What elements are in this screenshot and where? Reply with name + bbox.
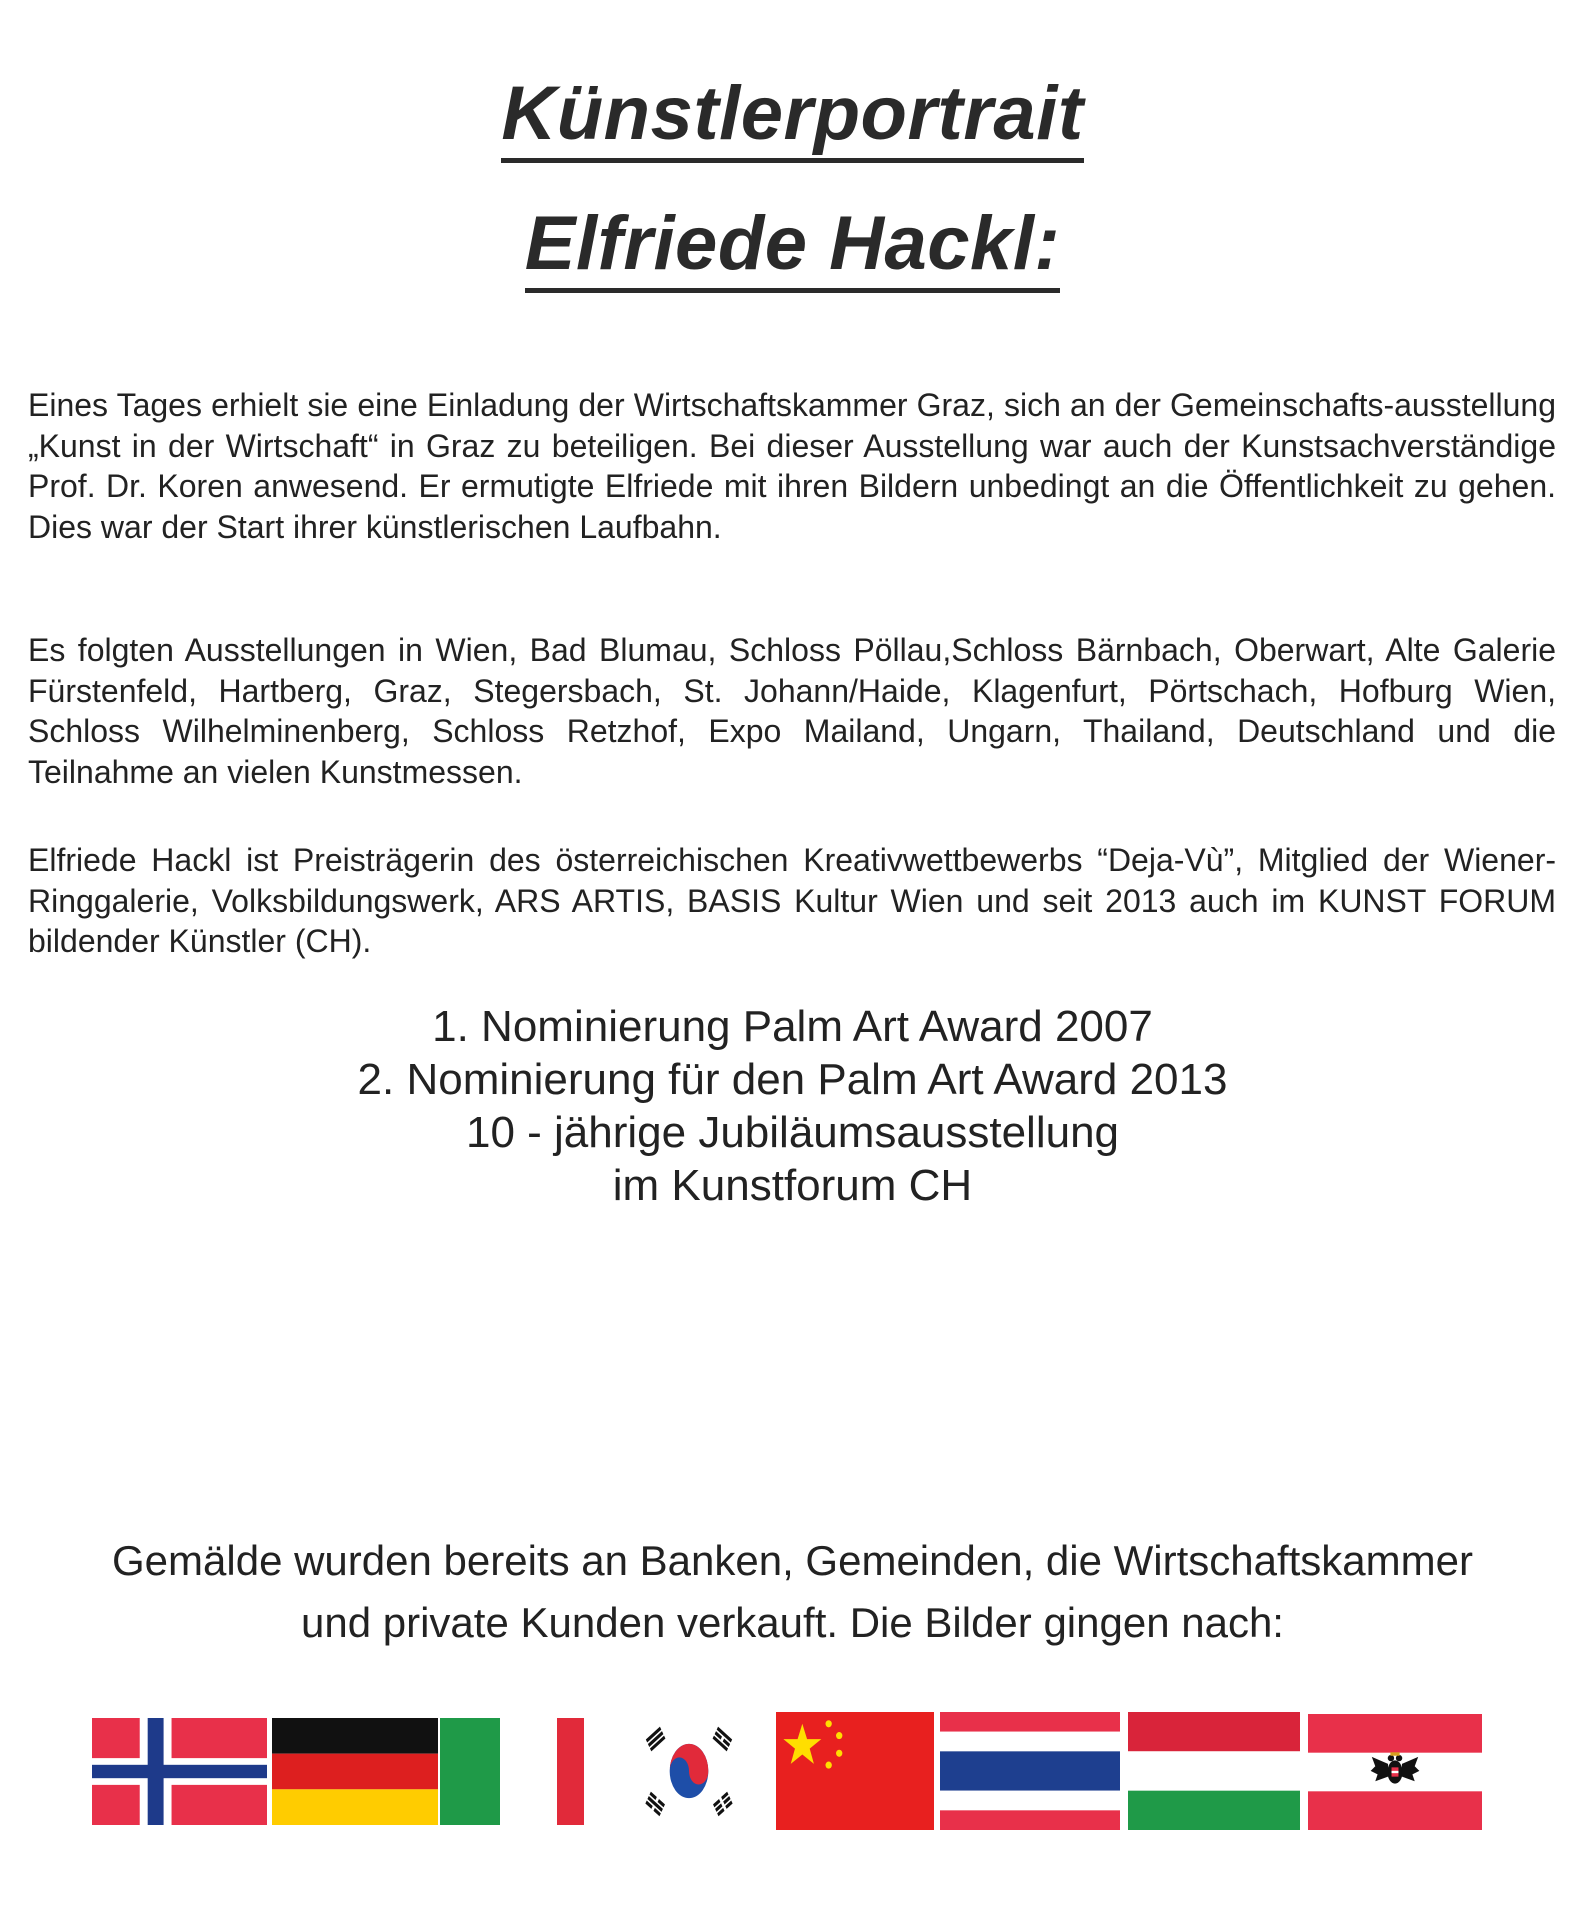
sales-line: und private Kunden verkauft. Die Bilder gingen nach: — [301, 1599, 1284, 1646]
title-line-2: Elfriede Hackl: — [525, 201, 1061, 293]
awards-block — [0, 1000, 1585, 1212]
italy-flag-red-part — [557, 1718, 584, 1825]
hungary-flag-icon — [1128, 1712, 1300, 1830]
award-line: 2. Nominierung für den Palm Art Award 2013 — [357, 1055, 1228, 1104]
award-line: im Kunstforum CH — [612, 1161, 973, 1210]
sales-line: Gemälde wurden bereits an Banken, Gemeinden, die Wirtschaftskammer — [112, 1537, 1473, 1584]
thailand-flag-icon — [940, 1712, 1120, 1830]
title-line-1: Künstlerportrait — [501, 71, 1083, 163]
austria-flag-icon — [1308, 1714, 1482, 1830]
artist-name-heading — [0, 200, 1585, 287]
award-line: 1. Nominierung Palm Art Award 2007 — [432, 1002, 1153, 1051]
italy-flag-green-part — [440, 1718, 500, 1825]
page-title — [0, 70, 1585, 157]
award-line: 10 - jährige Jubiläumsausstellung — [465, 1108, 1120, 1157]
paragraph-exhibitions: Es folgten Ausstellungen in Wien, Bad Blumau, Schloss Pöllau,Schloss Bärnbach, Oberwart, Alte Galerie Fürstenfeld, Hartberg, Graz, Stegersbach, St. Johann/Haide, Klagenfurt, Pörtschach, Hofburg Wien, Schloss Wilhelminenberg, Schloss Retzhof, Expo Mailand, Ungarn, Thailand, Deutschland und die Teilnahme an vielen Kunstmessen. — [28, 632, 1556, 790]
south-korea-flag-icon — [626, 1712, 752, 1830]
germany-flag-icon — [272, 1718, 438, 1825]
sales-statement — [0, 1530, 1585, 1654]
paragraph-memberships: Elfriede Hackl ist Preisträgerin des österreichischen Kreativwettbewerbs “Deja-Vù”, Mitglied der Wiener-Ringgalerie, Volksbildungswerk, ARS ARTIS, BASIS Kultur Wien und seit 2013 auch im KUNST FORUM bildender Künstler (CH). — [28, 842, 1556, 959]
paragraph-invitation: Eines Tages erhielt sie eine Einladung der Wirtschaftskammer Graz, sich an der Gemeinschafts-ausstellung „Kunst in der Wirtschaft“ in Graz zu beteiligen. Bei dieser Ausstellung war auch der Kunstsachverständige Prof. Dr. Koren anwesend. Er ermutigte Elfriede mit ihren Bildern unbedingt an die Öffentlichkeit zu gehen. Dies war der Start ihrer künstlerischen Laufbahn. — [28, 387, 1556, 545]
china-flag-icon — [776, 1712, 934, 1830]
norway-flag-icon — [92, 1718, 267, 1825]
